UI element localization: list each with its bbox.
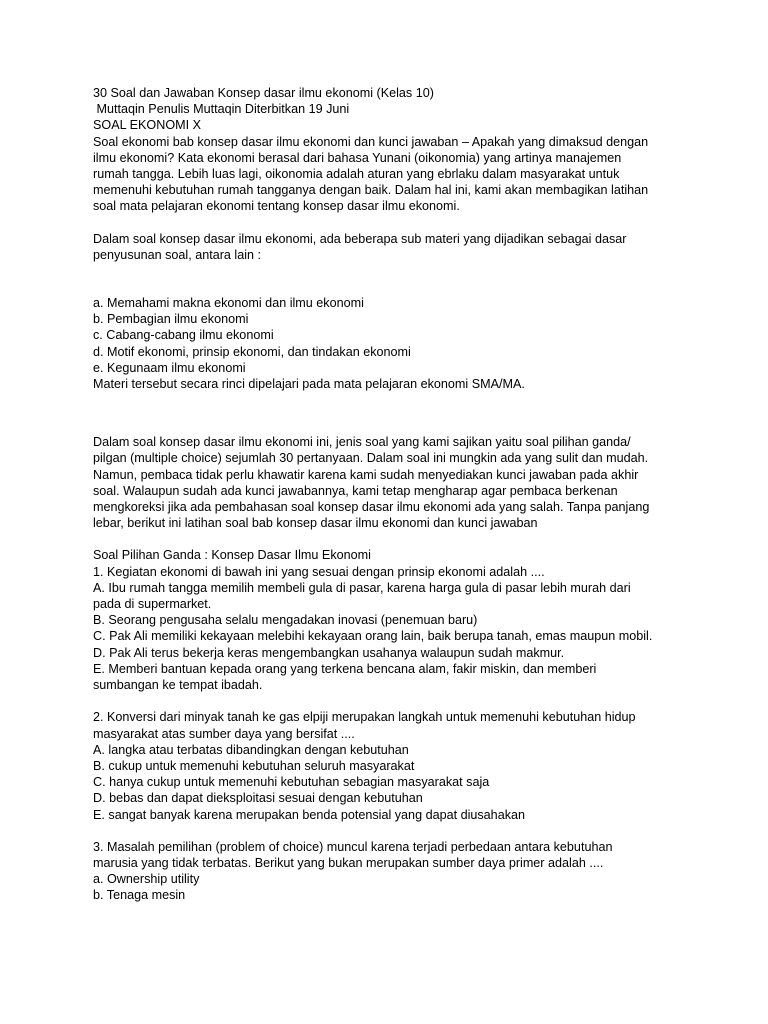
description-line: mengkoreksi jika ada pembahasan soal konsep dasar ilmu ekonomi ada yang salah. Tanpa panjang (93, 500, 650, 515)
answer-option: sumbangan ke tempat ibadah. (93, 678, 263, 693)
answer-option: b. Tenaga mesin (93, 888, 186, 903)
question-text: 3. Masalah pemilihan (problem of choice) muncul karena terjadi perbedaan antara kebutuhan (93, 839, 613, 854)
answer-option: B. cukup untuk memenuhi kebutuhan seluruh masyarakat (93, 758, 415, 773)
question-text: marusia yang tidak terbatas. Berikut yang bukan merupakan sumber daya primer adalah .... (93, 855, 604, 870)
list-item: c. Cabang-cabang ilmu ekonomi (93, 328, 274, 343)
answer-option: D. bebas dan dapat dieksploitasi sesuai dengan kebutuhan (93, 791, 423, 806)
question-section-heading: Soal Pilihan Ganda : Konsep Dasar Ilmu Ekonomi (93, 548, 371, 563)
description-line: Namun, pembaca tidak perlu khawatir karena kami sudah menyediakan kunci jawaban pada akhir (93, 467, 639, 482)
question-text: masyarakat atas sumber daya yang bersifat .... (93, 726, 355, 741)
description-paragraph (93, 434, 693, 531)
answer-option: C. Pak Ali memiliki kekayaan melebihi kekayaan orang lain, baik berupa tanah, emas maupun mobil. (93, 629, 653, 644)
answer-option: C. hanya cukup untuk memenuhi kebutuhan sebagian masyarakat saja (93, 775, 490, 790)
intro-line: soal mata pelajaran ekonomi tentang konsep dasar ilmu ekonomi. (93, 199, 460, 214)
description-line: Dalam soal konsep dasar ilmu ekonomi ini, jenis soal yang kami sajikan yaitu soal pilihan ganda/ (93, 435, 631, 450)
list-item: b. Pembagian ilmu ekonomi (93, 312, 249, 327)
answer-option: pada di supermarket. (93, 597, 212, 612)
answer-option: a. Ownership utility (93, 872, 200, 887)
section-heading: SOAL EKONOMI X (93, 118, 202, 133)
intro-line: Soal ekonomi bab konsep dasar ilmu ekonomi dan kunci jawaban – Apakah yang dimaksud dengan (93, 134, 649, 149)
description-line: pilgan (multiple choice) sejumlah 30 pertanyaan. Dalam soal ini mungkin ada yang sulit dan mudah. (93, 451, 649, 466)
list-item: d. Motif ekonomi, prinsip ekonomi, dan tindakan ekonomi (93, 344, 411, 359)
sub-materi-list (93, 295, 693, 392)
question-text: 1. Kegiatan ekonomi di bawah ini yang sesuai dengan prinsip ekonomi adalah .... (93, 564, 545, 579)
document-title: 30 Soal dan Jawaban Konsep dasar ilmu ekonomi (Kelas 10) (93, 86, 434, 100)
document-body (93, 85, 693, 904)
intro-line: rumah tangga. Lebih luas lagi, oikonomia adalah aturan yang ebrlaku dalam masyarakat untuk (93, 167, 620, 182)
sub-intro-line: penyusunan soal, antara lain : (93, 247, 262, 262)
intro-paragraph (93, 134, 693, 215)
document-header (93, 85, 693, 134)
answer-option: E. sangat banyak karena merupakan benda potensial yang dapat diusahakan (93, 807, 526, 822)
question-1 (93, 547, 693, 693)
question-text: 2. Konversi dari minyak tanah ke gas elpiji merupakan langkah untuk memenuhi kebutuhan hidup (93, 710, 636, 725)
sub-intro-paragraph (93, 231, 693, 263)
answer-option: B. Seorang pengusaha selalu mengadakan inovasi (penemuan baru) (93, 613, 478, 628)
answer-option: D. Pak Ali terus bekerja keras mengembangkan usahanya walaupun sudah makmur. (93, 645, 565, 660)
intro-line: memenuhi kebutuhan rumah tangganya dengan baik. Dalam hal ini, kami akan membagikan latihan (93, 183, 649, 198)
answer-option: A. Ibu rumah tangga memilih membeli gula di pasar, karena harga gula di pasar lebih murah dari (93, 580, 631, 595)
question-2 (93, 709, 693, 822)
author-line: Muttaqin Penulis Muttaqin Diterbitkan 19 Juni (93, 102, 350, 117)
question-3 (93, 839, 693, 904)
answer-option: A. langka atau terbatas dibandingkan dengan kebutuhan (93, 742, 409, 757)
list-item: a. Memahami makna ekonomi dan ilmu ekonomi (93, 296, 364, 311)
answer-option: E. Memberi bantuan kepada orang yang terkena bencana alam, fakir miskin, dan memberi (93, 661, 597, 676)
description-line: soal. Walaupun sudah ada kunci jawabannya, kami tetap mengharap agar pembaca berkenan (93, 483, 618, 498)
description-line: lebar, berikut ini latihan soal bab konsep dasar ilmu ekonomi dan kunci jawaban (93, 516, 538, 531)
list-item: e. Kegunaam ilmu ekonomi (93, 360, 246, 375)
sub-intro-line: Dalam soal konsep dasar ilmu ekonomi, ada beberapa sub materi yang dijadikan sebagai dasar (93, 231, 627, 246)
sub-materi-note: Materi tersebut secara rinci dipelajari pada mata pelajaran ekonomi SMA/MA. (93, 377, 525, 392)
intro-line: ilmu ekonomi? Kata ekonomi berasal dari bahasa Yunani (oikonomia) yang artinya manajemen (93, 150, 622, 165)
